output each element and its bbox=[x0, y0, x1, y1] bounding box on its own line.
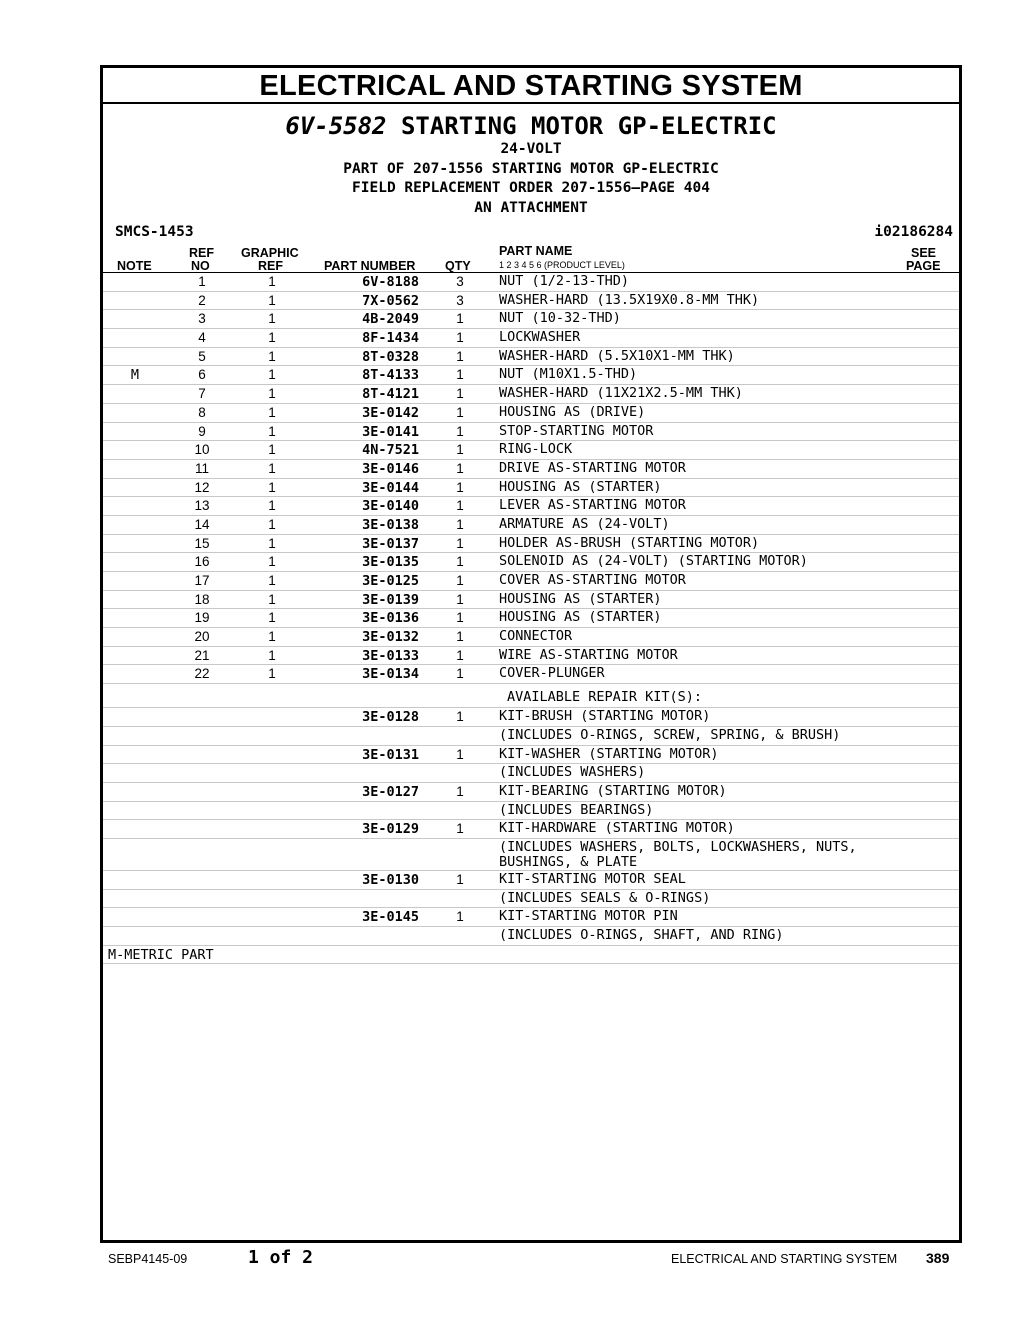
table-row bbox=[103, 665, 959, 684]
kit-includes-row bbox=[103, 839, 959, 871]
part-number-cell: 3E-0139 bbox=[362, 591, 419, 608]
ref-no-cell: 21 bbox=[194, 647, 210, 663]
ref-no-cell: 7 bbox=[198, 386, 206, 402]
part-name-cell: SOLENOID AS (24-VOLT) (STARTING MOTOR) bbox=[499, 553, 808, 570]
graphic-ref-cell: 1 bbox=[268, 460, 276, 476]
part-name-cell: WASHER-HARD (5.5X10X1-MM THK) bbox=[499, 347, 735, 364]
ref-no-cell: 22 bbox=[194, 666, 210, 682]
kit-row bbox=[103, 783, 959, 802]
table-row bbox=[103, 460, 959, 479]
col-qty: QTY bbox=[445, 259, 471, 273]
part-number-cell: 8T-0328 bbox=[362, 348, 419, 365]
part-name-cell: LOCKWASHER bbox=[499, 329, 581, 346]
ref-no-cell: 10 bbox=[194, 442, 210, 458]
qty-cell: 1 bbox=[456, 367, 464, 383]
table-row bbox=[103, 572, 959, 591]
part-name-cell: DRIVE AS-STARTING MOTOR bbox=[499, 459, 686, 476]
part-name-cell: LEVER AS-STARTING MOTOR bbox=[499, 497, 686, 514]
kit-qty-cell: 1 bbox=[456, 709, 464, 725]
col-ref-bottom: NO bbox=[191, 259, 210, 273]
group-subline: PART OF 207-1556 STARTING MOTOR GP-ELECTRIC bbox=[343, 160, 719, 177]
table-row bbox=[103, 423, 959, 442]
table-row bbox=[103, 628, 959, 647]
part-number-cell: 7X-0562 bbox=[362, 292, 419, 309]
kit-name-cell: KIT-HARDWARE (STARTING MOTOR) bbox=[499, 820, 735, 837]
ref-no-cell: 3 bbox=[198, 311, 206, 327]
ref-no-cell: 14 bbox=[194, 516, 210, 532]
qty-cell: 1 bbox=[456, 386, 464, 402]
group-title bbox=[103, 112, 959, 140]
group-subline: 24-VOLT bbox=[500, 141, 562, 157]
illustration-id: i02186284 bbox=[874, 224, 953, 240]
smcs-row bbox=[103, 222, 959, 242]
part-name-cell: HOUSING AS (STARTER) bbox=[499, 590, 662, 607]
graphic-ref-cell: 1 bbox=[268, 479, 276, 495]
graphic-ref-cell: 1 bbox=[268, 404, 276, 420]
table-row bbox=[103, 273, 959, 292]
table-row bbox=[103, 591, 959, 610]
kit-includes-row bbox=[103, 927, 959, 946]
group-name: STARTING MOTOR GP-ELECTRIC bbox=[400, 112, 777, 140]
kit-qty-cell: 1 bbox=[456, 909, 464, 925]
col-part-name: PART NAME bbox=[499, 244, 573, 258]
part-name-cell: STOP-STARTING MOTOR bbox=[499, 422, 654, 439]
graphic-ref-cell: 1 bbox=[268, 516, 276, 532]
graphic-ref-cell: 1 bbox=[268, 423, 276, 439]
footnote-row bbox=[103, 946, 959, 965]
col-see-top: SEE bbox=[911, 246, 937, 260]
ref-no-cell: 15 bbox=[194, 535, 210, 551]
table-row bbox=[103, 348, 959, 367]
qty-cell: 1 bbox=[456, 404, 464, 420]
part-number-cell: 3E-0132 bbox=[362, 629, 419, 646]
ref-no-cell: 12 bbox=[194, 479, 210, 495]
kit-includes-cell: (INCLUDES WASHERS, BOLTS, LOCKWASHERS, NUTS, BUSHINGS, & PLATE bbox=[499, 838, 857, 870]
ref-no-cell: 19 bbox=[194, 610, 210, 626]
ref-no-cell: 6 bbox=[198, 367, 206, 383]
kit-includes-cell: (INCLUDES O-RINGS, SHAFT, AND RING) bbox=[499, 927, 784, 943]
group-subline: FIELD REPLACEMENT ORDER 207-1556—PAGE 404 bbox=[352, 180, 710, 196]
page-frame bbox=[100, 65, 962, 1243]
col-ref-top: REF bbox=[189, 246, 214, 260]
part-number-cell: 3E-0146 bbox=[362, 460, 419, 477]
graphic-ref-cell: 1 bbox=[268, 348, 276, 364]
ref-no-cell: 4 bbox=[198, 330, 206, 346]
kit-part-number-cell: 3E-0145 bbox=[362, 909, 419, 926]
group-part-number: 6V-5582 bbox=[285, 112, 387, 140]
kit-part-number-cell: 3E-0127 bbox=[362, 783, 419, 800]
table-row bbox=[103, 535, 959, 554]
part-number-cell: 8T-4133 bbox=[362, 367, 419, 384]
kit-part-number-cell: 3E-0130 bbox=[362, 871, 419, 888]
qty-cell: 1 bbox=[456, 348, 464, 364]
graphic-ref-cell: 1 bbox=[268, 274, 276, 289]
table-row bbox=[103, 497, 959, 516]
part-name-cell: WASHER-HARD (11X21X2.5-MM THK) bbox=[499, 385, 743, 402]
col-product-level: 1 2 3 4 5 6 (PRODUCT LEVEL) bbox=[499, 260, 625, 270]
graphic-ref-cell: 1 bbox=[268, 442, 276, 458]
kit-part-number-cell: 3E-0131 bbox=[362, 746, 419, 763]
qty-cell: 3 bbox=[456, 274, 464, 289]
qty-cell: 1 bbox=[456, 573, 464, 588]
kit-qty-cell: 1 bbox=[456, 821, 464, 837]
qty-cell: 1 bbox=[456, 647, 464, 663]
ref-no-cell: 11 bbox=[194, 460, 209, 476]
footer-doc-id: SEBP4145-09 bbox=[108, 1252, 188, 1266]
part-number-cell: 3E-0142 bbox=[362, 404, 419, 421]
part-name-cell: HOUSING AS (STARTER) bbox=[499, 609, 662, 626]
part-name-cell: WIRE AS-STARTING MOTOR bbox=[499, 646, 678, 663]
kit-name-cell: KIT-STARTING MOTOR SEAL bbox=[499, 870, 686, 887]
col-part-number: PART NUMBER bbox=[324, 259, 416, 273]
graphic-ref-cell: 1 bbox=[268, 498, 276, 514]
col-graphic-top: GRAPHIC bbox=[241, 246, 299, 260]
graphic-ref-cell: 1 bbox=[268, 386, 276, 402]
kits-heading-row bbox=[103, 684, 959, 708]
qty-cell: 1 bbox=[456, 423, 464, 439]
group-subline: AN ATTACHMENT bbox=[474, 199, 588, 216]
part-name-cell: HOUSING AS (DRIVE) bbox=[499, 403, 646, 420]
part-number-cell: 3E-0137 bbox=[362, 535, 419, 552]
kit-includes-row bbox=[103, 764, 959, 783]
col-note: NOTE bbox=[117, 259, 152, 273]
table-row bbox=[103, 479, 959, 498]
column-header bbox=[103, 246, 959, 273]
qty-cell: 1 bbox=[456, 535, 464, 551]
ref-no-cell: 2 bbox=[198, 292, 206, 308]
kit-row bbox=[103, 820, 959, 839]
table-row bbox=[103, 310, 959, 329]
part-number-cell: 3E-0138 bbox=[362, 516, 419, 533]
ref-no-cell: 18 bbox=[194, 591, 210, 607]
table-row bbox=[103, 329, 959, 348]
table-row bbox=[103, 553, 959, 572]
graphic-ref-cell: 1 bbox=[268, 367, 276, 383]
part-number-cell: 3E-0134 bbox=[362, 666, 419, 683]
ref-no-cell: 16 bbox=[194, 554, 210, 570]
kit-name-cell: KIT-BEARING (STARTING MOTOR) bbox=[499, 782, 727, 799]
col-graphic-bottom: REF bbox=[258, 259, 283, 273]
part-name-cell: NUT (10-32-THD) bbox=[499, 310, 621, 327]
graphic-ref-cell: 1 bbox=[268, 666, 276, 682]
part-name-cell: CONNECTOR bbox=[499, 628, 573, 645]
section-title: ELECTRICAL AND STARTING SYSTEM bbox=[103, 68, 959, 104]
kit-row bbox=[103, 746, 959, 765]
graphic-ref-cell: 1 bbox=[268, 629, 276, 645]
table-row bbox=[103, 609, 959, 628]
part-number-cell: 6V-8188 bbox=[362, 274, 419, 290]
kit-includes-cell: (INCLUDES O-RINGS, SCREW, SPRING, & BRUSH) bbox=[499, 726, 841, 743]
kit-qty-cell: 1 bbox=[456, 871, 464, 887]
kit-row bbox=[103, 908, 959, 927]
col-see-bottom: PAGE bbox=[906, 259, 941, 273]
ref-no-cell: 1 bbox=[198, 274, 206, 289]
kit-name-cell: KIT-BRUSH (STARTING MOTOR) bbox=[499, 708, 711, 725]
graphic-ref-cell: 1 bbox=[268, 591, 276, 607]
kit-part-number-cell: 3E-0128 bbox=[362, 709, 419, 726]
graphic-ref-cell: 1 bbox=[268, 330, 276, 346]
kit-includes-row bbox=[103, 890, 959, 909]
graphic-ref-cell: 1 bbox=[268, 573, 276, 588]
ref-no-cell: 8 bbox=[198, 404, 206, 420]
kit-row bbox=[103, 871, 959, 890]
graphic-ref-cell: 1 bbox=[268, 535, 276, 551]
qty-cell: 1 bbox=[456, 554, 464, 570]
qty-cell: 1 bbox=[456, 460, 464, 476]
part-name-cell: HOUSING AS (STARTER) bbox=[499, 478, 662, 495]
part-number-cell: 3E-0144 bbox=[362, 479, 419, 496]
kit-qty-cell: 1 bbox=[456, 746, 464, 762]
part-name-cell: WASHER-HARD (13.5X19X0.8-MM THK) bbox=[499, 291, 760, 308]
smcs-code: SMCS-1453 bbox=[115, 224, 194, 240]
kit-includes-row bbox=[103, 727, 959, 746]
table-row bbox=[103, 647, 959, 666]
kits-heading: AVAILABLE REPAIR KIT(S): bbox=[507, 689, 703, 706]
qty-cell: 1 bbox=[456, 610, 464, 626]
part-name-cell: COVER-PLUNGER bbox=[499, 665, 605, 682]
qty-cell: 1 bbox=[456, 330, 464, 346]
part-name-cell: NUT (1/2-13-THD) bbox=[499, 273, 630, 289]
kit-qty-cell: 1 bbox=[456, 783, 464, 799]
ref-no-cell: 17 bbox=[194, 573, 210, 588]
graphic-ref-cell: 1 bbox=[268, 311, 276, 327]
part-number-cell: 3E-0133 bbox=[362, 647, 419, 664]
qty-cell: 1 bbox=[456, 311, 464, 327]
graphic-ref-cell: 1 bbox=[268, 647, 276, 663]
kit-part-number-cell: 3E-0129 bbox=[362, 821, 419, 838]
qty-cell: 1 bbox=[456, 479, 464, 495]
kit-includes-cell: (INCLUDES BEARINGS) bbox=[499, 801, 654, 818]
part-number-cell: 3E-0136 bbox=[362, 610, 419, 627]
table-row bbox=[103, 385, 959, 404]
graphic-ref-cell: 1 bbox=[268, 610, 276, 626]
kit-includes-cell: (INCLUDES WASHERS) bbox=[499, 764, 646, 781]
qty-cell: 1 bbox=[456, 516, 464, 532]
footer-page-number: 389 bbox=[926, 1250, 950, 1266]
kit-row bbox=[103, 708, 959, 727]
part-name-cell: RING-LOCK bbox=[499, 441, 573, 458]
kit-name-cell: KIT-WASHER (STARTING MOTOR) bbox=[499, 745, 719, 762]
ref-no-cell: 13 bbox=[194, 498, 210, 514]
metric-footnote: M-METRIC PART bbox=[108, 946, 214, 963]
kit-includes-row bbox=[103, 802, 959, 821]
kit-name-cell: KIT-STARTING MOTOR PIN bbox=[499, 908, 678, 925]
part-number-cell: 3E-0140 bbox=[362, 498, 419, 515]
part-number-cell: 4N-7521 bbox=[362, 442, 419, 459]
qty-cell: 1 bbox=[456, 591, 464, 607]
parts-table bbox=[103, 273, 959, 964]
ref-no-cell: 9 bbox=[198, 423, 206, 439]
part-number-cell: 8T-4121 bbox=[362, 386, 419, 403]
part-number-cell: 3E-0135 bbox=[362, 554, 419, 571]
page-footer bbox=[0, 1246, 1020, 1270]
note-cell: M bbox=[130, 367, 140, 384]
table-row bbox=[103, 404, 959, 423]
part-name-cell: HOLDER AS-BRUSH (STARTING MOTOR) bbox=[499, 534, 760, 551]
qty-cell: 1 bbox=[456, 666, 464, 682]
part-name-cell: NUT (M10X1.5-THD) bbox=[499, 366, 638, 383]
part-number-cell: 3E-0141 bbox=[362, 423, 419, 440]
ref-no-cell: 20 bbox=[194, 629, 210, 645]
part-name-cell: ARMATURE AS (24-VOLT) bbox=[499, 515, 670, 532]
table-row bbox=[103, 292, 959, 311]
ref-no-cell: 5 bbox=[198, 348, 206, 364]
footer-page-of: 1 of 2 bbox=[248, 1247, 314, 1268]
qty-cell: 1 bbox=[456, 442, 464, 458]
part-name-cell: COVER AS-STARTING MOTOR bbox=[499, 572, 686, 588]
qty-cell: 1 bbox=[456, 498, 464, 514]
part-number-cell: 8F-1434 bbox=[362, 330, 419, 347]
part-number-cell: 3E-0125 bbox=[362, 573, 419, 589]
table-row bbox=[103, 366, 959, 385]
table-row bbox=[103, 516, 959, 535]
kit-includes-cell: (INCLUDES SEALS & O-RINGS) bbox=[499, 889, 711, 906]
part-number-cell: 4B-2049 bbox=[362, 311, 419, 328]
qty-cell: 1 bbox=[456, 629, 464, 645]
table-row bbox=[103, 441, 959, 460]
graphic-ref-cell: 1 bbox=[268, 292, 276, 308]
footer-section: ELECTRICAL AND STARTING SYSTEM bbox=[671, 1252, 898, 1266]
graphic-ref-cell: 1 bbox=[268, 554, 276, 570]
qty-cell: 3 bbox=[456, 292, 464, 308]
group-header bbox=[103, 112, 959, 218]
